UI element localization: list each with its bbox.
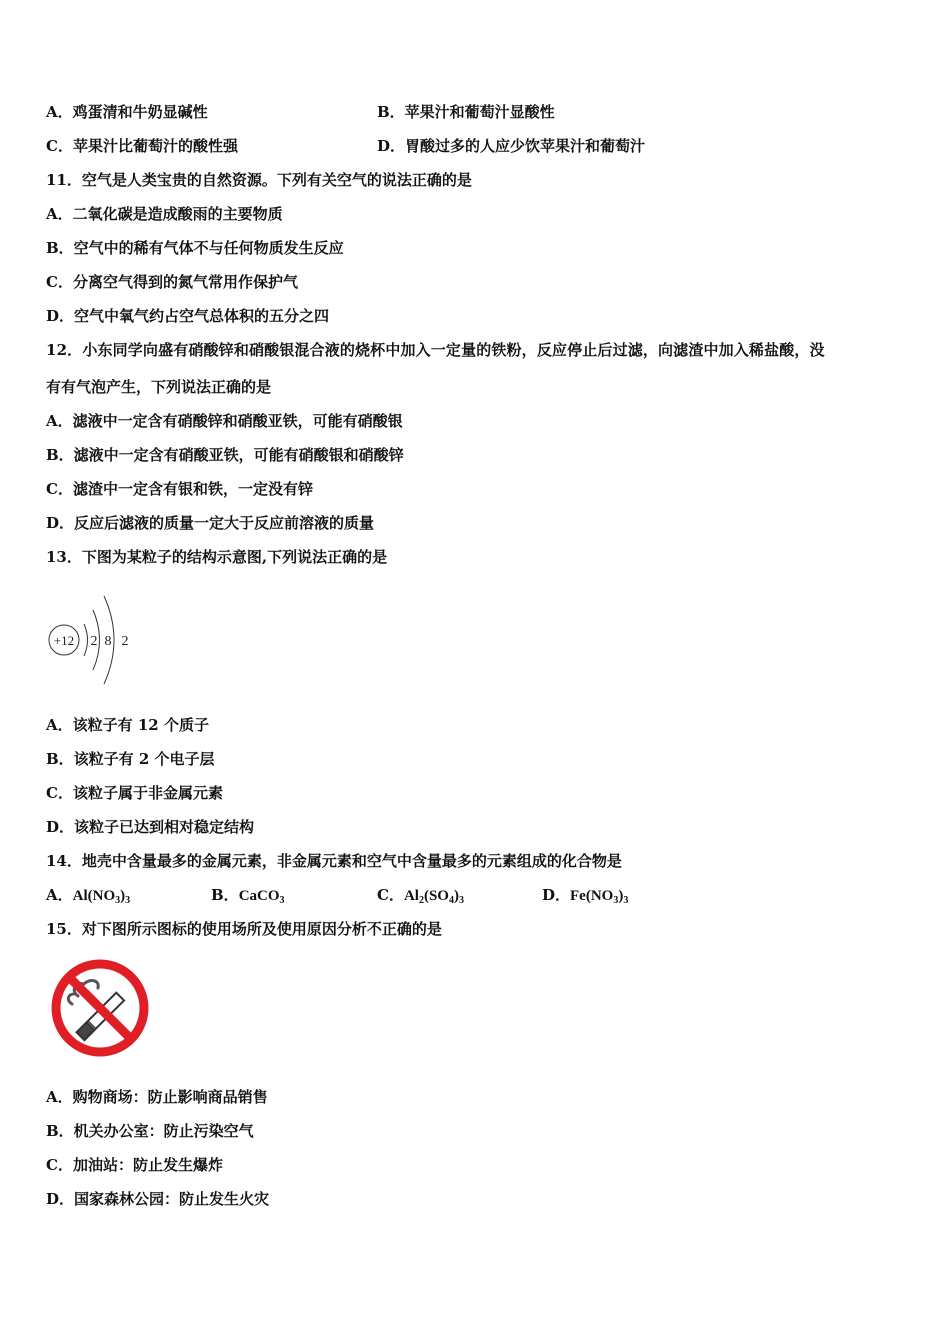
nucleus-charge: +12 — [53, 633, 75, 648]
q13-option-a[interactable]: A．该粒子有 12 个质子 — [46, 716, 209, 734]
q11-option-a[interactable]: A．二氧化碳是造成酸雨的主要物质 — [46, 205, 283, 223]
q14-option-b[interactable]: B．CaCO$_3$ — [211, 886, 285, 906]
q14-option-c[interactable]: C．$Al_2(SO_4)_3$ — [377, 886, 464, 906]
shell-1-electrons: 2 — [90, 634, 98, 649]
q15-option-d[interactable]: D．国家森林公园：防止发生火灾 — [46, 1190, 270, 1208]
shell-2-electrons: 8 — [104, 634, 112, 649]
q13-option-b[interactable]: B．该粒子有 2 个电子层 — [46, 750, 215, 768]
q10-option-row-1 — [46, 102, 555, 122]
q11-option-d[interactable]: D．空气中氧气约占空气总体积的五分之四 — [46, 307, 330, 325]
q12-stem-line-1: 12．小东同学向盛有硝酸锌和硝酸银混合液的烧杯中加入一定量的铁粉，反应停止后过滤，向滤渣中加入稀盐酸，没 — [46, 341, 825, 359]
q15-stem: 15．对下图所示图标的使用场所及使用原因分析不正确的是 — [46, 920, 442, 938]
q10-option-d[interactable]: D．胃酸过多的人应少饮苹果汁和葡萄汁 — [377, 137, 646, 155]
q11-stem: 11．空气是人类宝贵的自然资源。下列有关空气的说法正确的是 — [46, 171, 472, 189]
q12-option-d[interactable]: D．反应后滤液的质量一定大于反应前溶液的质量 — [46, 514, 375, 532]
shell-3-electrons: 2 — [121, 634, 129, 649]
q10-option-a[interactable]: A．鸡蛋清和牛奶显碱性 — [46, 103, 208, 121]
q12-option-c[interactable]: C．滤渣中一定含有银和铁，一定没有锌 — [46, 480, 313, 498]
q12-option-a[interactable]: A．滤液中一定含有硝酸锌和硝酸亚铁，可能有硝酸银 — [46, 412, 403, 430]
q11-option-b[interactable]: B．空气中的稀有气体不与任何物质发生反应 — [46, 239, 344, 257]
q12-option-b[interactable]: B．滤液中一定含有硝酸亚铁，可能有硝酸银和硝酸锌 — [46, 446, 404, 464]
q12-stem-line-2: 有有气泡产生，下列说法正确的是 — [46, 378, 272, 396]
q14-option-d[interactable]: D．$Fe(NO_3)_3$ — [542, 886, 629, 906]
q15-option-c[interactable]: C．加油站：防止发生爆炸 — [46, 1156, 223, 1174]
q13-stem: 13．下图为某粒子的结构示意图,下列说法正确的是 — [46, 548, 388, 566]
q15-option-a[interactable]: A．购物商场：防止影响商品销售 — [46, 1088, 268, 1106]
q14-option-a[interactable]: A．$Al(NO_3)_3$ — [46, 886, 131, 906]
q13-option-c[interactable]: C．该粒子属于非金属元素 — [46, 784, 223, 802]
electron-shell-1 — [84, 624, 88, 656]
q11-option-c[interactable]: C．分离空气得到的氮气常用作保护气 — [46, 273, 298, 291]
q13-option-d[interactable]: D．该粒子已达到相对稳定结构 — [46, 818, 255, 836]
q10-option-b[interactable]: B．苹果汁和葡萄汁显酸性 — [377, 103, 555, 121]
atom-structure-diagram — [44, 584, 144, 696]
q10-option-c[interactable]: C．苹果汁比葡萄汁的酸性强 — [46, 137, 238, 155]
q14-options-row — [46, 885, 666, 905]
no-smoking-icon — [48, 956, 152, 1060]
q14-stem: 14．地壳中含量最多的金属元素，非金属元素和空气中含量最多的元素组成的化合物是 — [46, 852, 622, 870]
q10-option-row-2 — [46, 136, 646, 156]
q15-option-b[interactable]: B．机关办公室：防止污染空气 — [46, 1122, 254, 1140]
